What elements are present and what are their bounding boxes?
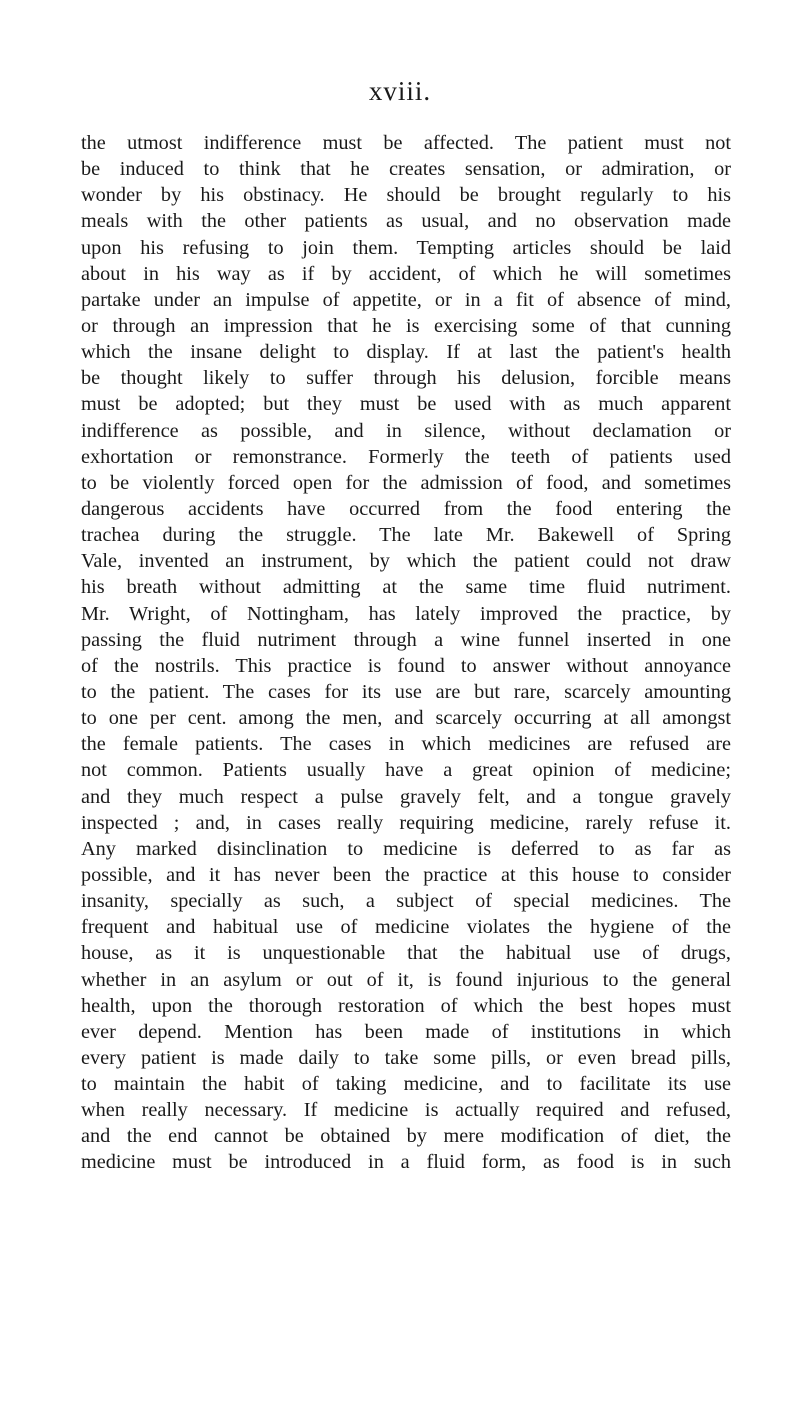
text-line: to be violently forced open for the admission of food, and sometimes bbox=[81, 471, 731, 494]
text-line: or through an impression that he is exercising some of that cunning bbox=[81, 314, 731, 337]
text-line: be induced to think that he creates sensation, or admiration, or bbox=[81, 158, 731, 181]
text-line: when really necessary. If medicine is actually required and refused, bbox=[81, 1099, 731, 1122]
text-line: insanity, specially as such, a subject of special medicines. The bbox=[81, 890, 731, 913]
text-line: the utmost indifference must be affected. The patient must not bbox=[81, 132, 731, 154]
text-line: and the end cannot be obtained by mere modification of diet, the bbox=[81, 1125, 731, 1148]
text-line: indifference as possible, and in silence, without declamation or bbox=[81, 419, 731, 442]
text-line: passing the fluid nutriment through a wine funnel inserted in one bbox=[81, 628, 731, 651]
text-line: health, upon the thorough restoration of which the best hopes must bbox=[81, 994, 731, 1017]
text-line: Vale, invented an instrument, by which the patient could not draw bbox=[81, 550, 731, 573]
text-line: Mr. Wright, of Nottingham, has lately improved the practice, by bbox=[81, 602, 731, 625]
text-line: be thought likely to suffer through his delusion, forcible means bbox=[81, 367, 731, 390]
text-line: house, as it is unquestionable that the habitual use of drugs, bbox=[81, 942, 731, 965]
text-line: the female patients. The cases in which medicines are refused are bbox=[81, 733, 731, 756]
text-line: Any marked disinclination to medicine is deferred to as far as bbox=[81, 837, 731, 860]
text-line: partake under an impulse of appetite, or in a fit of absence of mind, bbox=[81, 288, 731, 311]
text-line: whether in an asylum or out of it, is found injurious to the general bbox=[81, 968, 731, 991]
text-line: meals with the other patients as usual, and no observation made bbox=[81, 210, 731, 233]
text-line: which the insane delight to display. If at last the patient's health bbox=[81, 341, 731, 364]
text-line: ever depend. Mention has been made of institutions in which bbox=[81, 1020, 731, 1043]
text-line: to maintain the habit of taking medicine, and to facilitate its use bbox=[81, 1073, 731, 1096]
text-line: inspected ; and, in cases really requiring medicine, rarely refuse it. bbox=[81, 811, 731, 834]
text-line: exhortation or remonstrance. Formerly the teeth of patients used bbox=[81, 445, 731, 468]
text-line: frequent and habitual use of medicine violates the hygiene of the bbox=[81, 916, 731, 939]
text-line: of the nostrils. This practice is found to answer without annoyance bbox=[81, 654, 731, 677]
text-line: every patient is made daily to take some pills, or even bread pills, bbox=[81, 1046, 731, 1069]
page-number: xviii. bbox=[368, 76, 432, 106]
text-line: possible, and it has never been the practice at this house to consider bbox=[81, 863, 731, 886]
text-line: medicine must be introduced in a fluid form, as food is in such bbox=[81, 1151, 731, 1174]
text-line: not common. Patients usually have a great opinion of medicine; bbox=[81, 759, 731, 782]
text-line: trachea during the struggle. The late Mr. Bakewell of Spring bbox=[81, 524, 731, 547]
text-line: dangerous accidents have occurred from the food entering the bbox=[81, 497, 731, 520]
text-line: and they much respect a pulse gravely felt, and a tongue gravely bbox=[81, 785, 731, 808]
text-line: upon his refusing to join them. Tempting articles should be laid bbox=[81, 236, 731, 259]
text-line: his breath without admitting at the same time fluid nutriment. bbox=[81, 576, 731, 599]
text-line: to one per cent. among the men, and scarcely occurring at all amongst bbox=[81, 707, 731, 730]
body-text bbox=[81, 130, 731, 1176]
text-line: to the patient. The cases for its use are but rare, scarcely amounting bbox=[81, 680, 731, 703]
text-line: about in his way as if by accident, of which he will sometimes bbox=[81, 262, 731, 285]
text-line: must be adopted; but they must be used with as much apparent bbox=[81, 393, 731, 416]
text-line: wonder by his obstinacy. He should be brought regularly to his bbox=[81, 184, 731, 207]
